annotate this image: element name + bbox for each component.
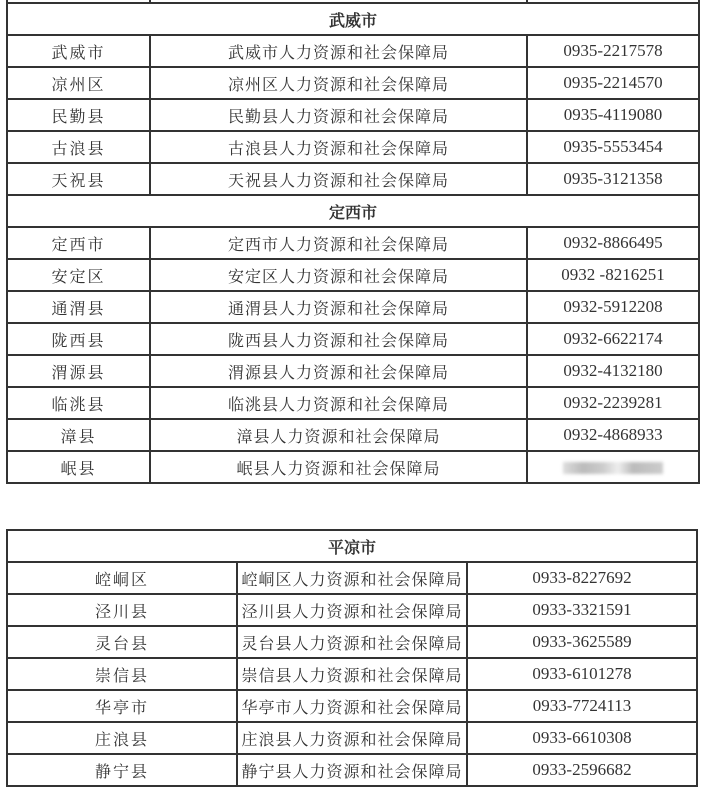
- phone-cell: 0933-6610308: [467, 722, 697, 754]
- phone-cell: 0935-2214570: [527, 67, 699, 99]
- redacted-phone: [563, 462, 663, 474]
- phone-cell: [527, 451, 699, 483]
- phone-cell: 0932-6622174: [527, 323, 699, 355]
- section-title: 武威市: [7, 3, 699, 35]
- area-cell: 陇西县: [7, 323, 150, 355]
- section-header-row: [7, 195, 699, 227]
- table-row: [7, 323, 699, 355]
- table-row: [7, 227, 699, 259]
- phone-cell: 0932-5912208: [527, 291, 699, 323]
- phone-cell: 0932-4132180: [527, 355, 699, 387]
- phone-cell: 0935-2217578: [527, 35, 699, 67]
- agency-cell: 崆峒区人力资源和社会保障局: [237, 562, 467, 594]
- area-cell: 武威市: [7, 35, 150, 67]
- phone-cell: 0933-3321591: [467, 594, 697, 626]
- table-row: [7, 387, 699, 419]
- phone-cell: 0935-4119080: [527, 99, 699, 131]
- table-row: [7, 626, 697, 658]
- phone-cell: 0935-3121358: [527, 163, 699, 195]
- phone-cell: 0935-5553454: [527, 131, 699, 163]
- agency-cell: 静宁县人力资源和社会保障局: [237, 754, 467, 786]
- area-cell: 漳县: [7, 419, 150, 451]
- area-cell: 定西市: [7, 227, 150, 259]
- agency-cell: 渭源县人力资源和社会保障局: [150, 355, 527, 387]
- table-row: [7, 291, 699, 323]
- area-cell: 天祝县: [7, 163, 150, 195]
- area-cell: 庄浪县: [7, 722, 237, 754]
- area-cell: 华亭市: [7, 690, 237, 722]
- table-row: [7, 35, 699, 67]
- table-row: [7, 355, 699, 387]
- phone-cell: 0933-7724113: [467, 690, 697, 722]
- table-row: [7, 594, 697, 626]
- area-cell: 通渭县: [7, 291, 150, 323]
- table-row: [7, 131, 699, 163]
- area-cell: 安定区: [7, 259, 150, 291]
- area-cell: 临洮县: [7, 387, 150, 419]
- phone-cell: 0932 -8216251: [527, 259, 699, 291]
- agency-cell: 灵台县人力资源和社会保障局: [237, 626, 467, 658]
- table-row: [7, 562, 697, 594]
- section-header-row: [7, 3, 699, 35]
- agency-cell: 通渭县人力资源和社会保障局: [150, 291, 527, 323]
- table-row: [7, 163, 699, 195]
- table-row: [7, 259, 699, 291]
- table-row: [7, 722, 697, 754]
- section-title: 定西市: [7, 195, 699, 227]
- area-cell: 古浪县: [7, 131, 150, 163]
- area-cell: 凉州区: [7, 67, 150, 99]
- phone-cell: 0933-8227692: [467, 562, 697, 594]
- table-row: [7, 99, 699, 131]
- table-row: [7, 419, 699, 451]
- agency-cell: 华亭市人力资源和社会保障局: [237, 690, 467, 722]
- agency-cell: 陇西县人力资源和社会保障局: [150, 323, 527, 355]
- area-cell: 渭源县: [7, 355, 150, 387]
- area-cell: 泾川县: [7, 594, 237, 626]
- table-row: [7, 658, 697, 690]
- agency-cell: 漳县人力资源和社会保障局: [150, 419, 527, 451]
- area-cell: 崆峒区: [7, 562, 237, 594]
- phone-cell: 0932-2239281: [527, 387, 699, 419]
- agency-cell: 泾川县人力资源和社会保障局: [237, 594, 467, 626]
- table-row: [7, 754, 697, 786]
- area-cell: 崇信县: [7, 658, 237, 690]
- area-cell: 灵台县: [7, 626, 237, 658]
- phone-cell: 0932-8866495: [527, 227, 699, 259]
- area-cell: 静宁县: [7, 754, 237, 786]
- table-row: [7, 67, 699, 99]
- agency-cell: 崇信县人力资源和社会保障局: [237, 658, 467, 690]
- agency-cell: 安定区人力资源和社会保障局: [150, 259, 527, 291]
- phone-cell: 0933-3625589: [467, 626, 697, 658]
- agency-cell: 武威市人力资源和社会保障局: [150, 35, 527, 67]
- agency-cell: 定西市人力资源和社会保障局: [150, 227, 527, 259]
- agency-cell: 临洮县人力资源和社会保障局: [150, 387, 527, 419]
- section-title: 平凉市: [7, 530, 697, 562]
- phone-cell: 0932-4868933: [527, 419, 699, 451]
- agency-cell: 民勤县人力资源和社会保障局: [150, 99, 527, 131]
- agency-cell: 天祝县人力资源和社会保障局: [150, 163, 527, 195]
- agency-cell: 凉州区人力资源和社会保障局: [150, 67, 527, 99]
- agency-cell: 古浪县人力资源和社会保障局: [150, 131, 527, 163]
- contacts-table-1: [6, 0, 700, 484]
- table-row: [7, 690, 697, 722]
- agency-cell: 庄浪县人力资源和社会保障局: [237, 722, 467, 754]
- contacts-table-2: [6, 529, 698, 787]
- agency-cell: 岷县人力资源和社会保障局: [150, 451, 527, 483]
- phone-cell: 0933-6101278: [467, 658, 697, 690]
- area-cell: 民勤县: [7, 99, 150, 131]
- area-cell: 岷县: [7, 451, 150, 483]
- section-header-row: [7, 530, 697, 562]
- table-row: [7, 451, 699, 483]
- phone-cell: 0933-2596682: [467, 754, 697, 786]
